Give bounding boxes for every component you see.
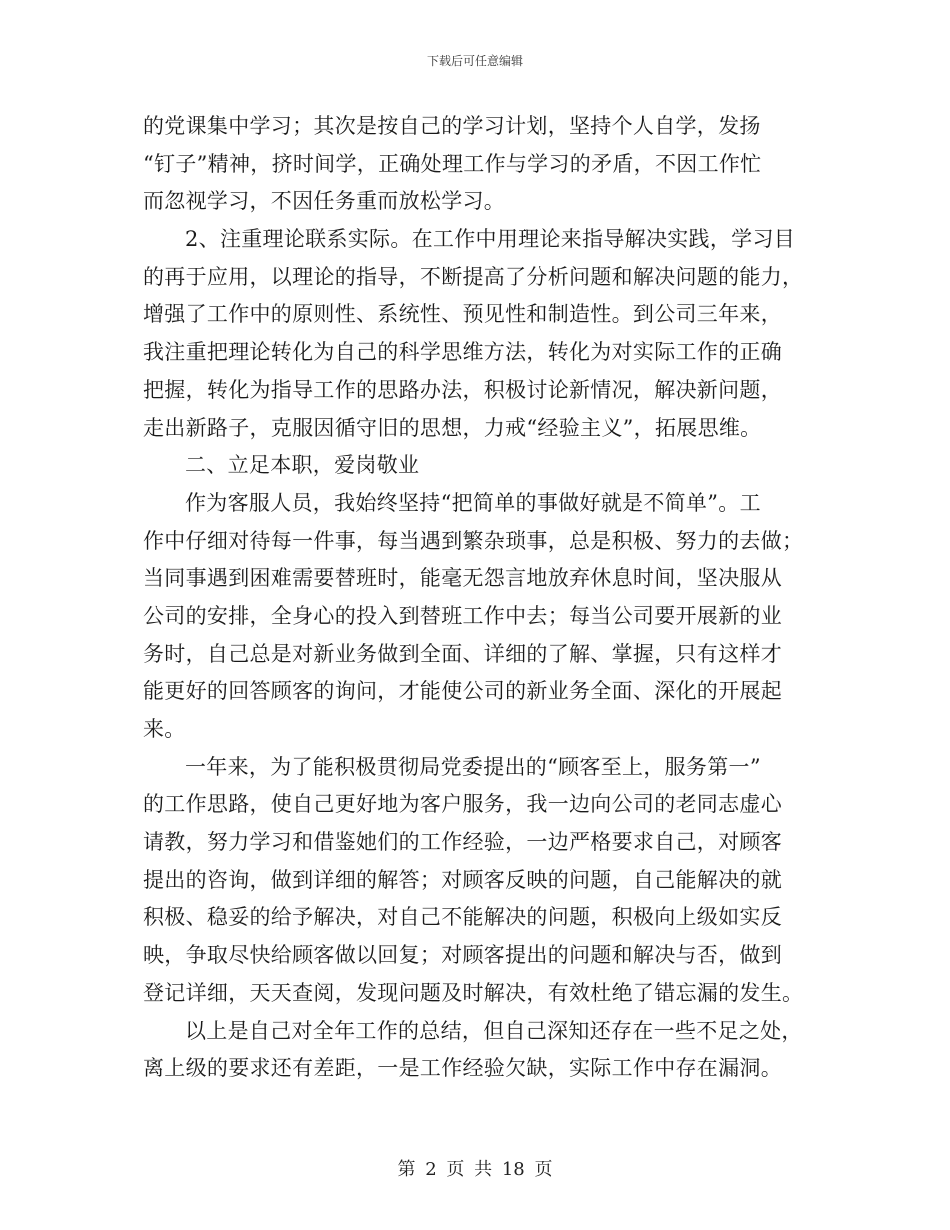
text-line: 增强了工作中的原则性、系统性、预见性和制造性。到公司三年来， (143, 302, 782, 327)
text-line: 公司的安排，全身心的投入到替班工作中去；每当公司要开展新的业 (143, 603, 782, 628)
text-line: 的再于应用，以理论的指导，不断提高了分析问题和解决问题的能力， (143, 264, 804, 289)
text-line: 二、立足本职，爱岗敬业 (185, 453, 420, 478)
text-line: 登记详细，天天查阅，发现问题及时解决，有效杜绝了错忘漏的发生。 (143, 980, 804, 1005)
text-line: “钉子”精神，挤时间学，正确处理工作与学习的矛盾，不因工作忙 (143, 151, 762, 176)
text-line: 当同事遇到困难需要替班时，能毫无怨言地放弃休息时间，坚决服从 (143, 566, 782, 591)
document-body (143, 108, 819, 1088)
text-line: 2、注重理论联系实际。在工作中用理论来指导解决实践，学习目 (185, 227, 796, 252)
text-line: 务时，自己总是对新业务做到全面、详细的了解、掌握，只有这样才 (143, 641, 782, 666)
text-line: 的党课集中学习；其次是按自己的学习计划，坚持个人自学，发扬 (143, 114, 761, 138)
text-line: 离上级的要求还有差距，一是工作经验欠缺，实际工作中存在漏洞。 (143, 1056, 782, 1081)
text-line: 一年来，为了能积极贯彻局党委提出的“顾客至上，服务第一” (185, 754, 761, 779)
text-line: 映，争取尽快给顾客做以回复；对顾客提出的问题和解决与否，做到 (143, 943, 782, 968)
text-line: 以上是自己对全年工作的总结，但自己深知还存在一些不足之处， (185, 1018, 803, 1043)
text-line: 请教，努力学习和借鉴她们的工作经验，一边严格要求自己，对顾客 (143, 830, 782, 855)
text-line: 走出新路子，克服因循守旧的思想，力戒“经验主义”，拓展思维。 (143, 415, 762, 440)
text-line: 作中仔细对待每一件事，每当遇到繁杂琐事，总是积极、努力的去做； (143, 528, 804, 553)
text-line: 作为客服人员，我始终坚持“把简单的事做好就是不简单”。工 (185, 490, 761, 515)
text-line: 提出的咨询，做到详细的解答；对顾客反映的问题，自己能解决的就 (143, 867, 782, 892)
text-line: 积极、稳妥的给予解决，对自己不能解决的问题，积极向上级如实反 (143, 905, 782, 930)
page-header: 下载后可任意编辑 (426, 54, 523, 68)
text-line: 而忽视学习，不因任务重而放松学习。 (143, 189, 506, 214)
text-line: 把握，转化为指导工作的思路办法，积极讨论新情况，解决新问题， (143, 377, 782, 402)
text-line: 能更好的回答顾客的询问，才能使公司的新业务全面、深化的开展起 (143, 679, 782, 704)
page-footer: 第 2 页 共 18 页 (397, 1159, 553, 1180)
text-line: 我注重把理论转化为自己的科学思维方法，转化为对实际工作的正确 (143, 340, 782, 365)
text-line: 的工作思路，使自己更好地为客户服务，我一边向公司的老同志虚心 (143, 792, 782, 817)
text-line: 来。 (143, 717, 186, 741)
